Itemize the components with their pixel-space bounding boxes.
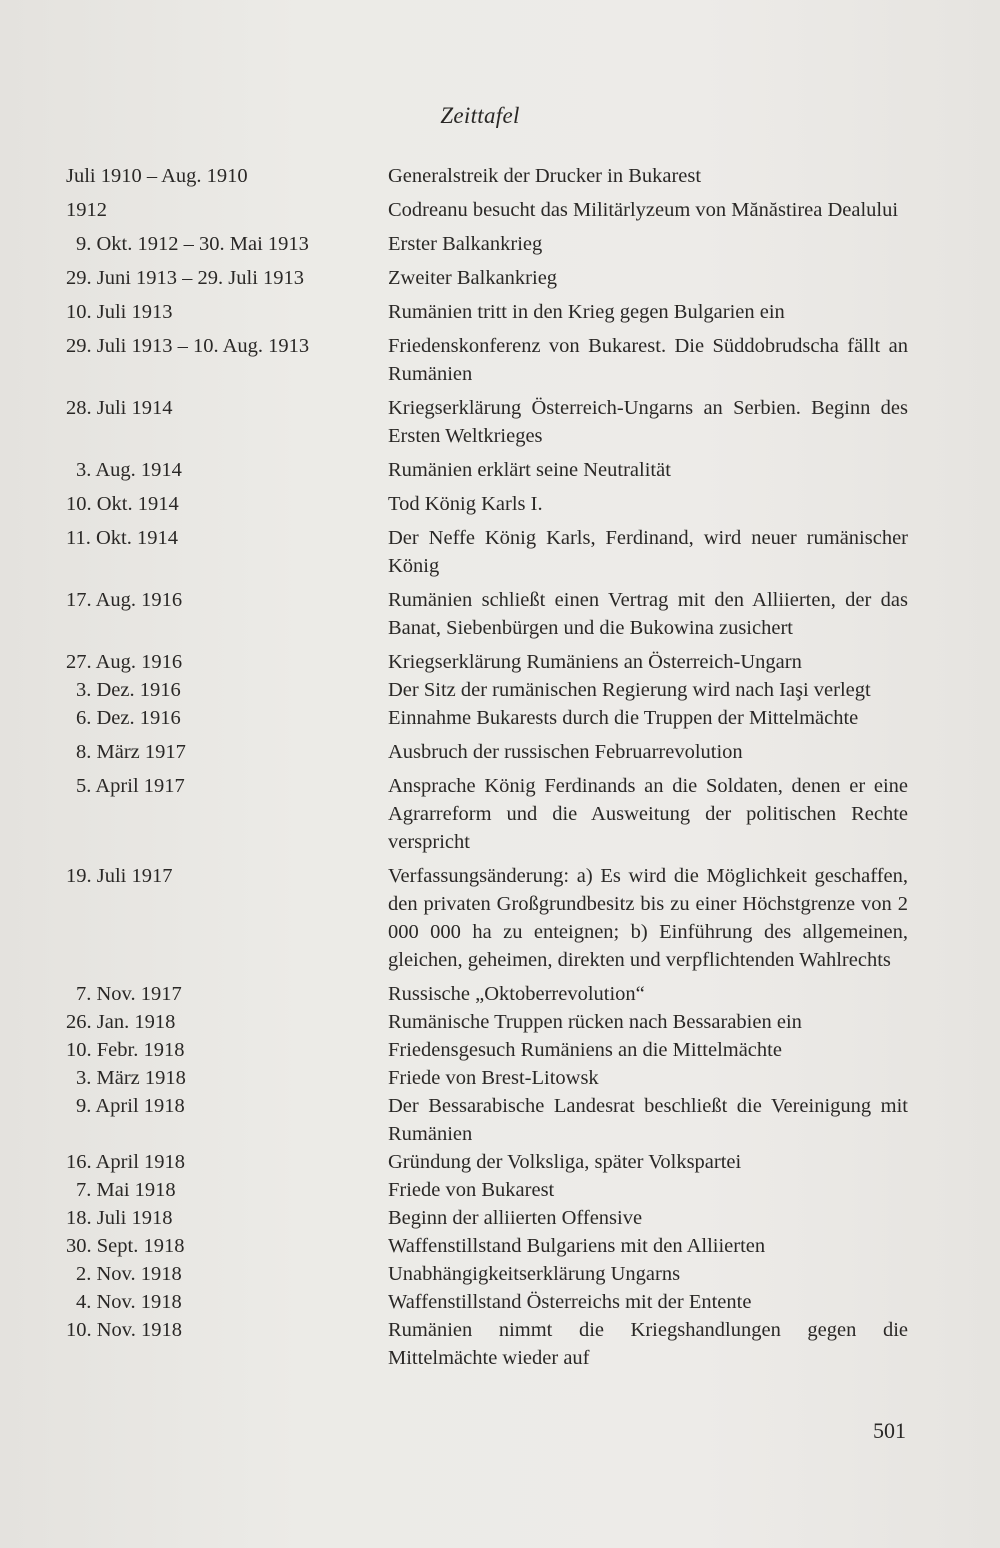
entry-event: Russische „Oktoberrevolution“ bbox=[388, 983, 645, 1005]
entry-date: 29. Juni 1913 – 29. Juli 1913 bbox=[66, 267, 305, 289]
entry-event: Beginn der alliierten Offensive bbox=[388, 1207, 643, 1229]
chronology-entry bbox=[66, 456, 908, 484]
chronology-entry bbox=[66, 394, 908, 450]
chronology-entry bbox=[66, 1176, 908, 1204]
chronology-entry bbox=[66, 1288, 908, 1316]
chronology-entry bbox=[66, 1148, 908, 1176]
chronology-entry bbox=[66, 1260, 908, 1288]
entry-date: 3. Aug. 1914 bbox=[76, 459, 182, 481]
entry-date: 5. April 1917 bbox=[76, 775, 185, 797]
chronology-entry bbox=[66, 1316, 908, 1372]
entry-event: Tod König Karls I. bbox=[388, 493, 543, 515]
entry-event: Codreanu besucht das Militärlyzeum von Mănăstirea Dealului bbox=[388, 199, 899, 221]
entry-event: Der Sitz der rumänischen Regierung wird nach Iaşi verlegt bbox=[388, 679, 871, 701]
entry-event: Friedenskonferenz von Bukarest. Die Süddobrudscha fällt an Rumänien bbox=[388, 335, 908, 385]
chronology-entry bbox=[66, 1008, 908, 1036]
entry-date: 28. Juli 1914 bbox=[66, 397, 173, 419]
entry-date: Juli 1910 – Aug. 1910 bbox=[66, 165, 248, 187]
entry-event: Generalstreik der Drucker in Bukarest bbox=[388, 165, 702, 187]
entry-event: Kriegserklärung Österreich-Ungarns an Serbien. Beginn des Ersten Weltkrieges bbox=[388, 397, 908, 447]
entry-date: 10. Nov. 1918 bbox=[66, 1319, 182, 1341]
entry-date: 10. Febr. 1918 bbox=[66, 1039, 185, 1061]
entry-event: Erster Balkankrieg bbox=[388, 233, 543, 255]
entry-date: 3. Dez. 1916 bbox=[76, 679, 181, 701]
entry-date: 2. Nov. 1918 bbox=[76, 1263, 182, 1285]
chronology-entry bbox=[66, 162, 908, 190]
entry-date: 19. Juli 1917 bbox=[66, 865, 173, 887]
chronology-entry bbox=[66, 648, 908, 676]
chronology-entry bbox=[66, 772, 908, 856]
entry-event: Unabhängigkeitserklärung Ungarns bbox=[388, 1263, 681, 1285]
entry-event: Einnahme Bukarests durch die Truppen der Mittelmächte bbox=[388, 707, 859, 729]
running-head: Zeittafel bbox=[440, 103, 520, 128]
entry-event: Der Bessarabische Landesrat beschließt die Vereinigung mit Rumänien bbox=[388, 1095, 908, 1145]
entry-date: 10. Juli 1913 bbox=[66, 301, 173, 323]
chronology-table bbox=[66, 162, 908, 1372]
entry-date: 7. Mai 1918 bbox=[76, 1179, 176, 1201]
entry-date: 18. Juli 1918 bbox=[66, 1207, 173, 1229]
entry-date: 11. Okt. 1914 bbox=[66, 527, 178, 549]
entry-event: Waffenstillstand Bulgariens mit den Alliierten bbox=[388, 1235, 766, 1257]
entry-date: 9. Okt. 1912 – 30. Mai 1913 bbox=[76, 233, 309, 255]
chronology-entry bbox=[66, 1092, 908, 1148]
entry-event: Waffenstillstand Österreichs mit der Entente bbox=[388, 1291, 752, 1313]
entry-date: 4. Nov. 1918 bbox=[76, 1291, 182, 1313]
entry-event: Zweiter Balkankrieg bbox=[388, 267, 558, 289]
entry-date: 9. April 1918 bbox=[76, 1095, 185, 1117]
chronology-entry bbox=[66, 704, 908, 732]
entry-event: Der Neffe König Karls, Ferdinand, wird neuer rumänischer König bbox=[388, 527, 908, 577]
entry-event: Gründung der Volksliga, später Volkspartei bbox=[388, 1151, 742, 1173]
chronology-entry bbox=[66, 230, 908, 258]
chronology-entry bbox=[66, 524, 908, 580]
chronology-entry bbox=[66, 738, 908, 766]
entry-event: Friede von Bukarest bbox=[388, 1179, 555, 1201]
chronology-entry bbox=[66, 332, 908, 388]
entry-event: Rumänien schließt einen Vertrag mit den Alliierten, der das Banat, Siebenbürgen und die Bukowina zusichert bbox=[388, 589, 908, 639]
entry-date: 26. Jan. 1918 bbox=[66, 1011, 176, 1033]
chronology-entry bbox=[66, 1204, 908, 1232]
chronology-entry bbox=[66, 1232, 908, 1260]
chronology-entry bbox=[66, 490, 908, 518]
entry-event: Kriegserklärung Rumäniens an Österreich-Ungarn bbox=[388, 651, 802, 673]
chronology-entry bbox=[66, 980, 908, 1008]
entry-event: Ansprache König Ferdinands an die Soldaten, denen er eine Agrarreform und die Ausweitung der politischen Rechte verspricht bbox=[388, 775, 908, 853]
entry-date: 27. Aug. 1916 bbox=[66, 651, 183, 673]
entry-event: Friedensgesuch Rumäniens an die Mittelmächte bbox=[388, 1039, 782, 1061]
chronology-entry bbox=[66, 196, 908, 224]
chronology-entry bbox=[66, 676, 908, 704]
entry-event: Rumänien nimmt die Kriegshandlungen gegen die Mittelmächte wieder auf bbox=[388, 1319, 908, 1369]
chronology-entry bbox=[66, 586, 908, 642]
entry-event: Verfassungsänderung: a) Es wird die Möglichkeit geschaffen, den privaten Großgrundbesitz bis zu einer Höchstgrenze von 2 000 000 ha zu enteignen; b) Einführung des allgemeinen, gleichen, geheimen, direkten und verpflichtenden Wahlrechts bbox=[388, 865, 908, 971]
entry-date: 1912 bbox=[66, 199, 107, 221]
entry-date: 10. Okt. 1914 bbox=[66, 493, 179, 515]
entry-date: 7. Nov. 1917 bbox=[76, 983, 182, 1005]
entry-date: 29. Juli 1913 – 10. Aug. 1913 bbox=[66, 335, 310, 357]
entry-date: 3. März 1918 bbox=[76, 1067, 186, 1089]
chronology-entry bbox=[66, 264, 908, 292]
entry-event: Rumänien tritt in den Krieg gegen Bulgarien ein bbox=[388, 301, 785, 323]
entry-event: Rumänische Truppen rücken nach Bessarabien ein bbox=[388, 1011, 802, 1033]
entry-date: 30. Sept. 1918 bbox=[66, 1235, 185, 1257]
chronology-entry bbox=[66, 1064, 908, 1092]
chronology-entry bbox=[66, 298, 908, 326]
entry-date: 17. Aug. 1916 bbox=[66, 589, 183, 611]
entry-event: Rumänien erklärt seine Neutralität bbox=[388, 459, 671, 481]
entry-event: Friede von Brest-Litowsk bbox=[388, 1067, 599, 1089]
entry-event: Ausbruch der russischen Februarrevolution bbox=[388, 741, 743, 763]
entry-date: 16. April 1918 bbox=[66, 1151, 186, 1173]
chronology-entry bbox=[66, 862, 908, 974]
entry-date: 8. März 1917 bbox=[76, 741, 186, 763]
chronology-entry bbox=[66, 1036, 908, 1064]
page-number: 501 bbox=[873, 1418, 906, 1443]
entry-date: 6. Dez. 1916 bbox=[76, 707, 181, 729]
